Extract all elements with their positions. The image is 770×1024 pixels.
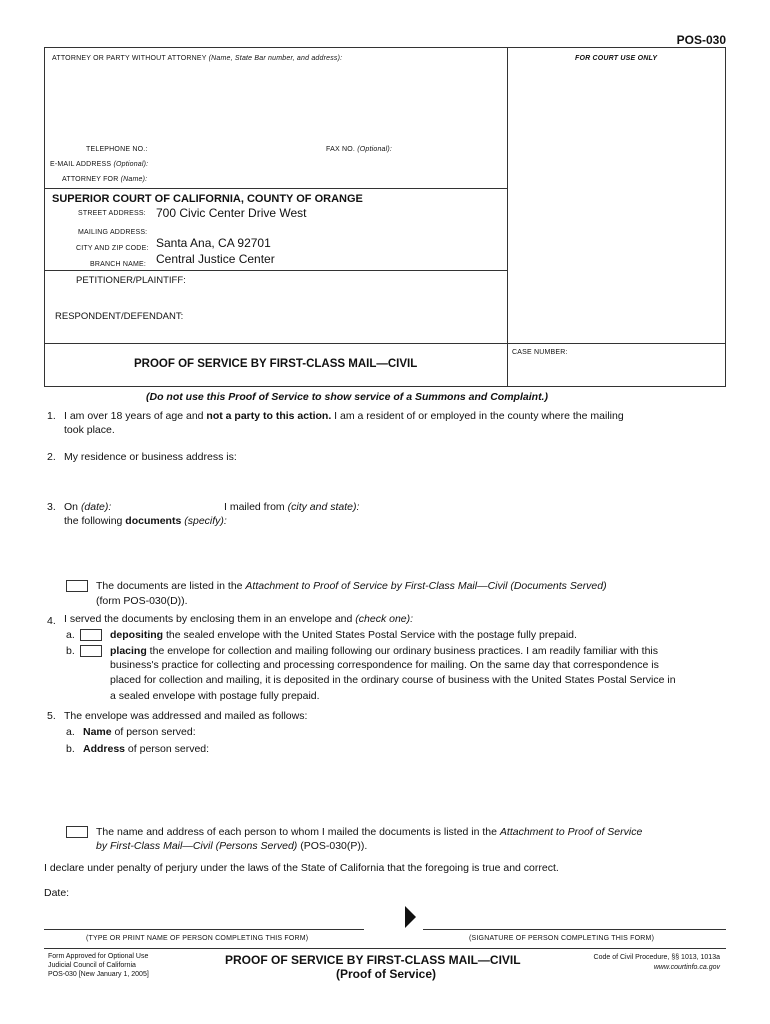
attorney-label: ATTORNEY OR PARTY WITHOUT ATTORNEY (Name, State Bar number, and address): [52, 55, 343, 62]
petitioner-label: PETITIONER/PLAINTIFF: [76, 275, 186, 286]
item3-attachment-text: The documents are listed in the Attachment to Proof of Service by First-Class Mail—Civil (Documents Served) [96, 580, 607, 592]
item4a-text: depositing the sealed envelope with the United States Postal Service with the postage fully prepaid. [110, 629, 577, 641]
footer-left: Form Approved for Optional Use Judicial Council of California POS-030 [New January 1, 2005] [48, 953, 149, 978]
respondent-label: RESPONDENT/DEFENDANT: [55, 311, 184, 322]
city-value[interactable]: Santa Ana, CA 92701 [156, 236, 271, 250]
mailing-label: MAILING ADDRESS: [78, 229, 148, 236]
case-number-label: CASE NUMBER: [512, 349, 568, 356]
footer-right: Code of Civil Procedure, §§ 1013, 1013a www.courtinfo.ca.gov [593, 954, 720, 971]
item3-attachment-form: (form POS-030(D)). [96, 595, 188, 607]
declaration: I declare under penalty of perjury under the laws of the State of California that the foregoing is true and correct. [44, 862, 559, 874]
item2-number: 2. [47, 451, 56, 463]
court-title: SUPERIOR COURT OF CALIFORNIA, COUNTY OF ORANGE [52, 193, 363, 205]
branch-value[interactable]: Central Justice Center [156, 252, 275, 266]
item4b-letter: b. [66, 645, 75, 657]
item1-number: 1. [47, 410, 56, 422]
notice: (Do not use this Proof of Service to show service of a Summons and Complaint.) [146, 391, 548, 403]
item3-number: 3. [47, 501, 56, 513]
item3-on: On (date): [64, 501, 112, 513]
court-use-label: FOR COURT USE ONLY [575, 55, 658, 62]
telephone-label: TELEPHONE NO.: [86, 146, 148, 153]
item1-text-2: took place. [64, 424, 115, 436]
item4-text: I served the documents by enclosing them in an envelope and (check one): [64, 613, 414, 625]
item3-documents: the following documents (specify): [64, 515, 227, 527]
header-divider [507, 47, 508, 387]
item2-text: My residence or business address is: [64, 451, 237, 463]
attorney-for-label: ATTORNEY FOR (Name): [62, 176, 148, 183]
item4b-text-3: placed for collection and mailing, it is deposited in the ordinary course of business with the United States Postal Service in [110, 674, 676, 686]
item5-attachment-text: The name and address of each person to whom I mailed the documents is listed in the Attachment to Proof of Service [96, 826, 643, 838]
street-label: STREET ADDRESS: [78, 210, 146, 217]
item5a-letter: a. [66, 726, 75, 738]
item5-text: The envelope was addressed and mailed as follows: [64, 710, 308, 722]
item4-number: 4. [47, 615, 56, 627]
item3-mailed: I mailed from (city and state): [224, 501, 360, 513]
item5b-letter: b. [66, 743, 75, 755]
item5b-text: Address of person served: [83, 743, 210, 755]
placing-checkbox[interactable] [80, 645, 102, 657]
documents-attachment-checkbox[interactable] [66, 580, 88, 592]
street-value[interactable]: 700 Civic Center Drive West [156, 206, 307, 220]
item4b-text-2: business's practice for collecting and processing correspondence for mailing. On the same day that correspondence is [110, 659, 659, 671]
signature-line[interactable] [423, 929, 726, 930]
form-title: PROOF OF SERVICE BY FIRST-CLASS MAIL—CIVIL [134, 358, 418, 370]
divider-court [44, 270, 507, 271]
signature-caption: (SIGNATURE OF PERSON COMPLETING THIS FORM) [469, 935, 655, 942]
footer-subtitle: (Proof of Service) [336, 967, 437, 981]
city-label: CITY AND ZIP CODE: [76, 245, 149, 252]
form-id: POS-030 [676, 33, 726, 47]
item4b-text-4: a sealed envelope with postage fully prepaid. [110, 690, 320, 702]
branch-label: BRANCH NAME: [90, 261, 147, 268]
footer-title: PROOF OF SERVICE BY FIRST-CLASS MAIL—CIVIL [225, 953, 521, 967]
divider-attorney [44, 188, 507, 189]
item5-number: 5. [47, 710, 56, 722]
depositing-checkbox[interactable] [80, 629, 102, 641]
date-label: Date: [44, 887, 70, 899]
name-line[interactable] [44, 929, 364, 930]
item4b-text: placing the envelope for collection and mailing following our ordinary business practices. I am readily familiar with this [110, 645, 659, 657]
persons-attachment-checkbox[interactable] [66, 826, 88, 838]
email-label: E-MAIL ADDRESS (Optional): [50, 161, 149, 168]
signature-arrow-icon [405, 906, 416, 928]
item5-attachment-text-2: by First-Class Mail—Civil (Persons Served) (POS-030(P)). [96, 840, 368, 852]
item5a-text: Name of person served: [83, 726, 196, 738]
divider-parties [44, 343, 726, 344]
fax-label: FAX NO. (Optional): [326, 146, 393, 153]
name-caption: (TYPE OR PRINT NAME OF PERSON COMPLETING THIS FORM) [86, 935, 309, 942]
footer-divider [44, 948, 726, 949]
item4a-letter: a. [66, 629, 75, 641]
header-box [44, 47, 726, 387]
item1-text: I am over 18 years of age and not a party to this action. I am a resident of or employed in the county where the mailing [64, 410, 624, 422]
